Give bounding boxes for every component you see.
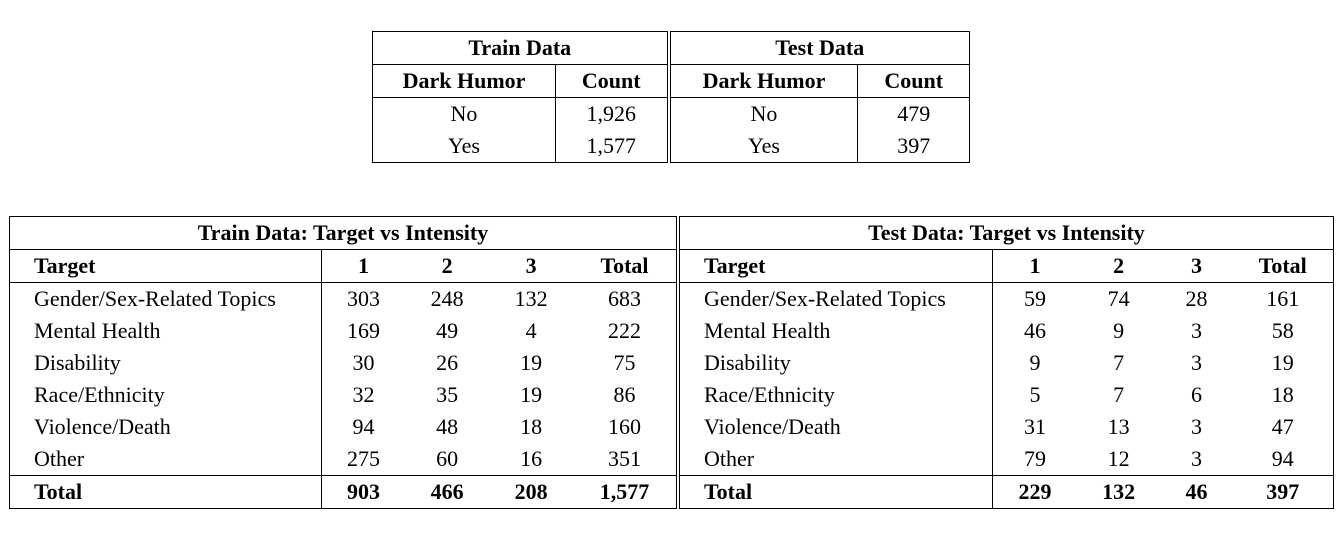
test-dark-humor-header: Dark Humor [669,65,858,98]
train-intensity-3-cell: 18 [520,414,543,439]
test-total-intensity-3-cell: 46 [1161,476,1233,509]
test-intensity-2-cell: 7 [1113,382,1125,407]
test-intensity-1-header: 1 [993,250,1077,283]
train-count-cell: 1,926 [555,98,668,131]
train-intensity-3-cell: 19 [520,382,543,407]
train-target-cell: Other [10,443,322,476]
train-intensity-2-cell: 49 [436,318,459,343]
table-row [10,315,1334,347]
train-intensity-1-cell: 94 [352,414,375,439]
test-intensity-1-cell: 9 [1029,350,1041,375]
test-intensity-2-cell: 74 [1107,286,1130,311]
train-target-header: Target [10,250,322,283]
train-total-cell: 222 [573,315,678,347]
train-intensity-2-cell: 248 [430,286,464,311]
test-intensity-1-cell: 46 [1023,318,1046,343]
train-label-cell: Yes [373,130,556,163]
test-target-cell: Gender/Sex-Related Topics [678,283,993,316]
train-intensity-1-cell: 303 [346,286,380,311]
train-total-cell: 683 [573,283,678,316]
train-intensity-3-cell: 4 [525,318,537,343]
test-total-header: Total [1233,250,1334,283]
train-intensity-1-cell: 30 [352,350,375,375]
test-total-cell: 47 [1271,414,1294,439]
train-total-target-cell: Total [10,476,322,509]
test-total-target-cell: Total [678,476,993,509]
train-dark-humor-header: Dark Humor [373,65,556,98]
train-target-cell: Mental Health [10,315,322,347]
table-row [10,443,1334,476]
dark-humor-table [372,31,970,163]
table-row [10,347,1334,379]
train-intensity-2-cell: 60 [436,446,459,471]
test-intensity-3-cell: 3 [1191,350,1203,375]
train-count-header: Count [555,65,668,98]
train-intensity-1-cell: 32 [352,382,375,407]
target-intensity-table [9,216,1334,509]
test-intensity-1-cell: 59 [1023,286,1046,311]
test-intensity-3-cell: 3 [1191,446,1203,471]
train-total-cell: 351 [573,443,678,476]
test-intensity-1-cell: 5 [1029,382,1041,407]
test-label-cell: Yes [669,130,858,163]
test-intensity-3-cell: 3 [1191,414,1203,439]
test-count-header: Count [858,65,970,98]
test-total-cell: 58 [1271,318,1294,343]
test-intensity-3-cell: 28 [1185,286,1208,311]
train-intensity-1-header: 1 [321,250,405,283]
test-target-cell: Race/Ethnicity [678,379,993,411]
test-intensity-2-header: 2 [1077,250,1161,283]
test-total-intensity-1-cell: 229 [993,476,1077,509]
train-intensity-1-cell: 275 [346,446,380,471]
test-target-intensity-title: Test Data: Target vs Intensity [678,217,1334,250]
train-intensity-2-header: 2 [405,250,489,283]
test-total-cell: 18 [1271,382,1294,407]
train-target-cell: Race/Ethnicity [10,379,322,411]
train-count-cell: 1,577 [555,130,668,163]
test-total-cell: 19 [1271,350,1294,375]
test-intensity-1-cell: 79 [1023,446,1046,471]
test-target-cell: Disability [678,347,993,379]
total-row [10,476,1334,509]
train-total-cell: 86 [573,379,678,411]
test-intensity-3-cell: 3 [1191,318,1203,343]
train-intensity-3-header: 3 [489,250,573,283]
train-total-total-cell: 1,577 [573,476,678,509]
train-target-cell: Gender/Sex-Related Topics [10,283,322,316]
train-total-cell: 160 [573,411,678,443]
test-intensity-2-cell: 7 [1113,350,1125,375]
test-target-header: Target [678,250,993,283]
table-row [373,98,970,131]
test-intensity-1-cell: 31 [1023,414,1046,439]
test-intensity-3-header: 3 [1161,250,1233,283]
train-total-intensity-1-cell: 903 [321,476,405,509]
test-target-cell: Violence/Death [678,411,993,443]
test-target-cell: Other [678,443,993,476]
table-row [10,411,1334,443]
test-total-cell: 161 [1266,286,1300,311]
train-target-cell: Violence/Death [10,411,322,443]
train-intensity-2-cell: 48 [436,414,459,439]
table-row [10,283,1334,316]
train-label-cell: No [373,98,556,131]
test-total-cell: 94 [1271,446,1294,471]
test-data-title: Test Data [669,32,970,65]
train-data-title: Train Data [373,32,669,65]
test-intensity-2-cell: 13 [1107,414,1130,439]
test-label-cell: No [669,98,858,131]
train-intensity-1-cell: 169 [346,318,380,343]
test-intensity-3-cell: 6 [1191,382,1203,407]
table-row [10,379,1334,411]
train-target-cell: Disability [10,347,322,379]
train-total-header: Total [573,250,678,283]
test-count-cell: 479 [897,101,931,126]
test-total-total-cell: 397 [1233,476,1334,509]
train-total-intensity-2-cell: 466 [405,476,489,509]
test-total-intensity-2-cell: 132 [1077,476,1161,509]
test-intensity-2-cell: 12 [1107,446,1130,471]
train-total-cell: 75 [573,347,678,379]
table-row [373,130,970,163]
train-intensity-3-cell: 16 [520,446,543,471]
train-target-intensity-title: Train Data: Target vs Intensity [10,217,678,250]
test-count-cell: 397 [897,133,931,158]
test-target-cell: Mental Health [678,315,993,347]
train-intensity-2-cell: 35 [436,382,459,407]
train-total-intensity-3-cell: 208 [489,476,573,509]
test-intensity-2-cell: 9 [1113,318,1125,343]
train-intensity-3-cell: 19 [520,350,543,375]
train-intensity-3-cell: 132 [514,286,548,311]
train-intensity-2-cell: 26 [436,350,459,375]
